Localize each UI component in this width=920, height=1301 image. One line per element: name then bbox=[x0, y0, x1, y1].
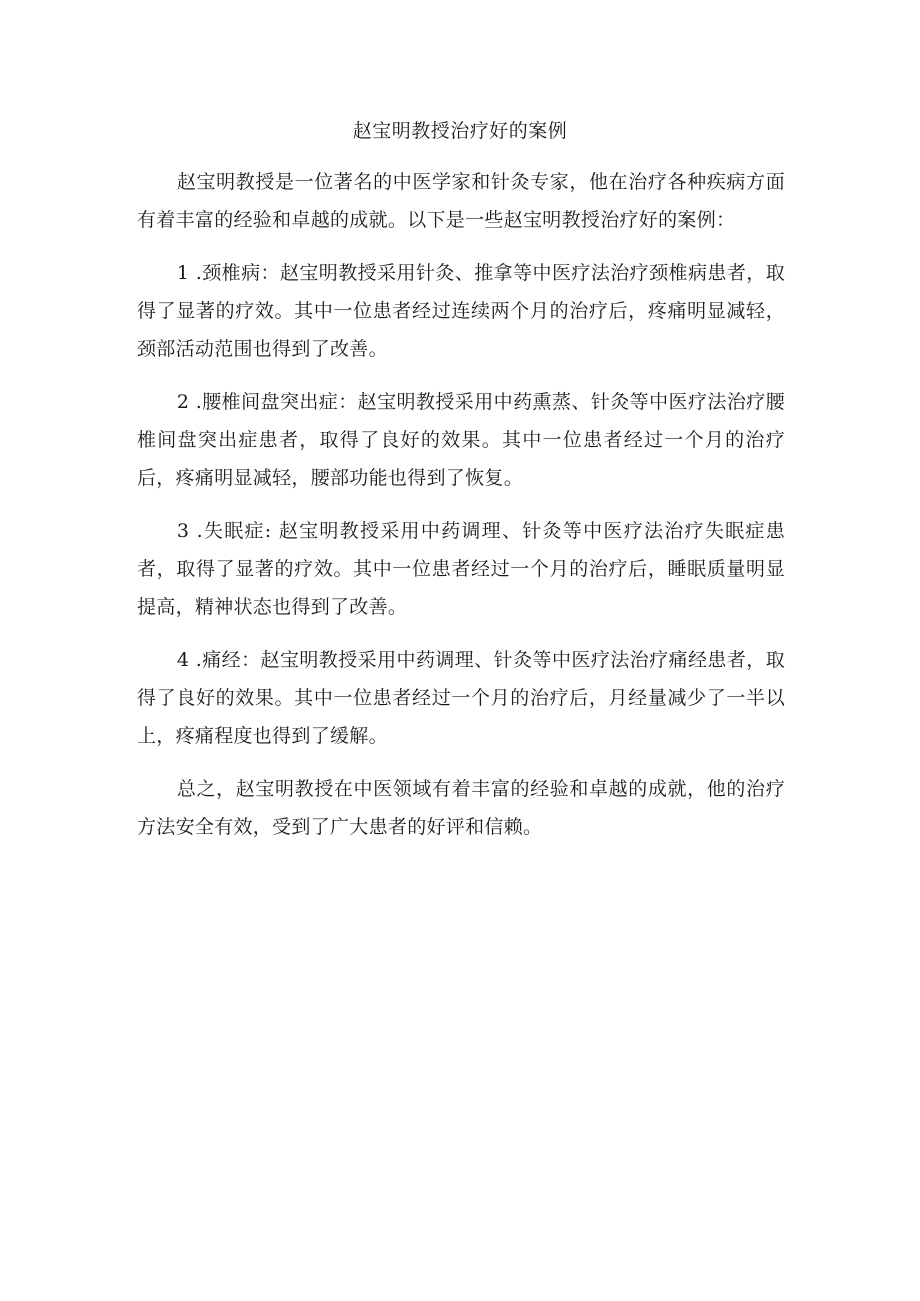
document-body bbox=[137, 163, 785, 861]
conclusion-paragraph: 总之，赵宝明教授在中医领域有着丰富的经验和卓越的成就，他的治疗方法安全有效，受到了广大患者的好评和信赖。 bbox=[137, 778, 785, 838]
case-lumbar-disc-herniation: 2 .腰椎间盘突出症：赵宝明教授采用中药熏蒸、针灸等中医疗法治疗腰椎间盘突出症患者，取得了良好的效果。其中一位患者经过一个月的治疗后，疼痛明显减轻，腰部功能也得到了恢复。 bbox=[137, 391, 785, 489]
intro-paragraph: 赵宝明教授是一位著名的中医学家和针灸专家，他在治疗各种疾病方面有着丰富的经验和卓越的成就。以下是一些赵宝明教授治疗好的案例： bbox=[137, 171, 785, 231]
case-dysmenorrhea: 4 .痛经：赵宝明教授采用中药调理、针灸等中医疗法治疗痛经患者，取得了良好的效果。其中一位患者经过一个月的治疗后，月经量减少了一半以上，疼痛程度也得到了缓解。 bbox=[137, 649, 785, 747]
case-insomnia: 3 .失眠症: 赵宝明教授采用中药调理、针灸等中医疗法治疗失眠症患者，取得了显著的疗效。其中一位患者经过一个月的治疗后，睡眠质量明显提高，精神状态也得到了改善。 bbox=[137, 520, 785, 618]
case-cervical-spondylosis: 1 .颈椎病：赵宝明教授采用针灸、推拿等中医疗法治疗颈椎病患者，取得了显著的疗效。其中一位患者经过连续两个月的治疗后，疼痛明显减轻，颈部活动范围也得到了改善。 bbox=[137, 262, 785, 360]
document-title: 赵宝明教授治疗好的案例 bbox=[352, 120, 568, 142]
